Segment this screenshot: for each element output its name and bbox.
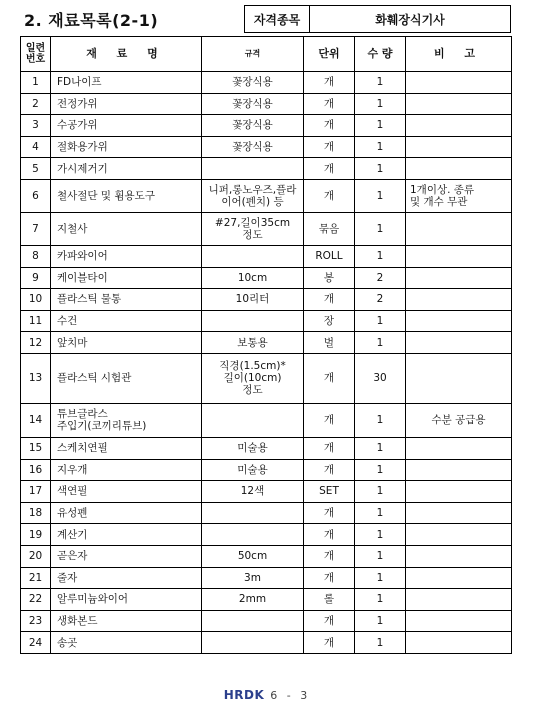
material-qty: 1 <box>355 610 406 632</box>
material-note <box>406 353 512 403</box>
material-note <box>406 72 512 94</box>
material-unit: 개 <box>304 632 355 654</box>
row-no: 23 <box>21 610 51 632</box>
material-note <box>406 610 512 632</box>
row-no: 5 <box>21 158 51 180</box>
material-name: 철사절단 및 휨용도구 <box>51 179 202 212</box>
material-note: 수분 공급용 <box>406 403 512 437</box>
table-row <box>21 72 512 94</box>
material-unit: 개 <box>304 136 355 158</box>
table-row <box>21 524 512 546</box>
material-note <box>406 459 512 481</box>
material-qty: 1 <box>355 567 406 589</box>
material-name: 절화용가위 <box>51 136 202 158</box>
table-row <box>21 332 512 354</box>
material-unit: 벌 <box>304 332 355 354</box>
material-unit: ROLL <box>304 245 355 267</box>
material-unit: 묶음 <box>304 212 355 245</box>
material-name: FD나이프 <box>51 72 202 94</box>
material-qty: 1 <box>355 212 406 245</box>
table-row <box>21 481 512 503</box>
material-unit: 개 <box>304 72 355 94</box>
material-spec <box>202 502 304 524</box>
material-spec: 니퍼,롱노우즈,플라 이어(펜치) 등 <box>202 179 304 212</box>
material-name: 계산기 <box>51 524 202 546</box>
material-note <box>406 289 512 311</box>
material-name: 케이블타이 <box>51 267 202 289</box>
material-qty: 1 <box>355 632 406 654</box>
material-note <box>406 245 512 267</box>
material-note <box>406 158 512 180</box>
material-qty: 2 <box>355 267 406 289</box>
material-qty: 2 <box>355 289 406 311</box>
material-spec <box>202 310 304 332</box>
material-name: 지철사 <box>51 212 202 245</box>
table-row <box>21 158 512 180</box>
row-no: 13 <box>21 353 51 403</box>
header-no-label: 일련 번호 <box>25 43 46 65</box>
row-no: 14 <box>21 403 51 437</box>
table-header-row <box>21 37 512 72</box>
material-qty: 1 <box>355 502 406 524</box>
material-name: 지우개 <box>51 459 202 481</box>
material-spec: 꽃장식용 <box>202 72 304 94</box>
material-spec <box>202 403 304 437</box>
material-qty: 1 <box>355 332 406 354</box>
row-no: 4 <box>21 136 51 158</box>
cert-value: 화훼장식기사 <box>375 12 445 27</box>
material-note <box>406 332 512 354</box>
table-row <box>21 115 512 137</box>
material-qty: 1 <box>355 245 406 267</box>
material-note <box>406 437 512 459</box>
materials-table <box>20 36 512 654</box>
material-spec: 보통용 <box>202 332 304 354</box>
material-spec: 꽃장식용 <box>202 136 304 158</box>
material-qty: 1 <box>355 589 406 611</box>
material-qty: 1 <box>355 93 406 115</box>
header-name: 재 료 명 <box>51 37 202 72</box>
material-note <box>406 267 512 289</box>
material-name: 플라스틱 시험관 <box>51 353 202 403</box>
material-qty: 1 <box>355 310 406 332</box>
material-name: 스케치연필 <box>51 437 202 459</box>
material-note <box>406 524 512 546</box>
row-no: 24 <box>21 632 51 654</box>
header-no <box>21 37 51 72</box>
table-row <box>21 502 512 524</box>
row-no: 10 <box>21 289 51 311</box>
material-qty: 1 <box>355 179 406 212</box>
material-name: 플라스틱 물통 <box>51 289 202 311</box>
table-row <box>21 136 512 158</box>
header-qty: 수 량 <box>355 37 406 72</box>
table-row <box>21 545 512 567</box>
material-unit: 개 <box>304 179 355 212</box>
material-qty: 1 <box>355 545 406 567</box>
material-spec: 2mm <box>202 589 304 611</box>
material-spec: 미술용 <box>202 459 304 481</box>
material-spec: 10cm <box>202 267 304 289</box>
table-row <box>21 403 512 437</box>
material-note <box>406 632 512 654</box>
material-spec: #27,길이35cm 정도 <box>202 212 304 245</box>
row-no: 6 <box>21 179 51 212</box>
material-name: 가시제거기 <box>51 158 202 180</box>
table-row <box>21 437 512 459</box>
material-name: 튜브글라스 주입기(코끼리튜브) <box>51 403 202 437</box>
material-note <box>406 310 512 332</box>
row-no: 8 <box>21 245 51 267</box>
page-footer <box>0 688 534 702</box>
row-no: 15 <box>21 437 51 459</box>
material-note <box>406 502 512 524</box>
material-qty: 1 <box>355 481 406 503</box>
material-unit: 롤 <box>304 589 355 611</box>
material-qty: 1 <box>355 459 406 481</box>
material-name: 곧은자 <box>51 545 202 567</box>
row-no: 11 <box>21 310 51 332</box>
material-unit: 개 <box>304 437 355 459</box>
material-spec <box>202 632 304 654</box>
table-row <box>21 267 512 289</box>
material-name: 전정가위 <box>51 93 202 115</box>
table-row <box>21 310 512 332</box>
row-no: 18 <box>21 502 51 524</box>
page-number: 6 - 3 <box>270 688 311 702</box>
material-qty: 1 <box>355 524 406 546</box>
material-note <box>406 589 512 611</box>
material-unit: 개 <box>304 403 355 437</box>
material-spec: 미술용 <box>202 437 304 459</box>
material-name: 생화본드 <box>51 610 202 632</box>
material-qty: 1 <box>355 158 406 180</box>
table-row <box>21 93 512 115</box>
material-qty: 1 <box>355 437 406 459</box>
table-row <box>21 289 512 311</box>
material-name: 알루미늄와이어 <box>51 589 202 611</box>
row-no: 16 <box>21 459 51 481</box>
row-no: 19 <box>21 524 51 546</box>
row-no: 20 <box>21 545 51 567</box>
table-row <box>21 245 512 267</box>
row-no: 2 <box>21 93 51 115</box>
material-spec: 꽃장식용 <box>202 93 304 115</box>
material-name: 송곳 <box>51 632 202 654</box>
header-unit: 단위 <box>304 37 355 72</box>
material-note <box>406 567 512 589</box>
material-unit: 개 <box>304 610 355 632</box>
material-name: 색연필 <box>51 481 202 503</box>
material-spec: 10리터 <box>202 289 304 311</box>
table-row <box>21 179 512 212</box>
material-spec <box>202 610 304 632</box>
material-name: 수건 <box>51 310 202 332</box>
material-qty: 30 <box>355 353 406 403</box>
material-qty: 1 <box>355 115 406 137</box>
material-spec: 50cm <box>202 545 304 567</box>
material-name: 앞치마 <box>51 332 202 354</box>
row-no: 7 <box>21 212 51 245</box>
material-note <box>406 136 512 158</box>
material-unit: 개 <box>304 545 355 567</box>
material-name: 유성펜 <box>51 502 202 524</box>
row-no: 17 <box>21 481 51 503</box>
material-name: 수공가위 <box>51 115 202 137</box>
table-row <box>21 567 512 589</box>
material-unit: 개 <box>304 459 355 481</box>
table-row <box>21 632 512 654</box>
row-no: 1 <box>21 72 51 94</box>
row-no: 12 <box>21 332 51 354</box>
cert-header-box <box>244 5 511 33</box>
material-name: 카파와이어 <box>51 245 202 267</box>
material-note: 1개이상. 종류 및 개수 무관 <box>406 179 512 212</box>
material-spec <box>202 158 304 180</box>
row-no: 22 <box>21 589 51 611</box>
material-unit: SET <box>304 481 355 503</box>
material-unit: 개 <box>304 158 355 180</box>
material-unit: 봉 <box>304 267 355 289</box>
material-spec: 3m <box>202 567 304 589</box>
material-qty: 1 <box>355 403 406 437</box>
table-row <box>21 212 512 245</box>
header-spec: 규격 <box>202 37 304 72</box>
material-note <box>406 115 512 137</box>
material-name: 줄자 <box>51 567 202 589</box>
material-unit: 개 <box>304 567 355 589</box>
table-row <box>21 610 512 632</box>
row-no: 3 <box>21 115 51 137</box>
material-note <box>406 93 512 115</box>
cert-label: 자격종목 <box>245 6 310 32</box>
material-unit: 개 <box>304 115 355 137</box>
material-unit: 개 <box>304 524 355 546</box>
material-spec <box>202 524 304 546</box>
material-unit: 개 <box>304 353 355 403</box>
material-spec: 직경(1.5cm)* 길이(10cm) 정도 <box>202 353 304 403</box>
material-spec <box>202 245 304 267</box>
material-note <box>406 212 512 245</box>
material-spec: 꽃장식용 <box>202 115 304 137</box>
material-qty: 1 <box>355 136 406 158</box>
row-no: 21 <box>21 567 51 589</box>
table-row <box>21 459 512 481</box>
page-title: 2. 재료목록(2-1) <box>24 11 159 30</box>
material-unit: 개 <box>304 93 355 115</box>
material-note <box>406 481 512 503</box>
table-row <box>21 589 512 611</box>
row-no: 9 <box>21 267 51 289</box>
material-unit: 개 <box>304 502 355 524</box>
material-spec: 12색 <box>202 481 304 503</box>
material-unit: 장 <box>304 310 355 332</box>
header-note: 비 고 <box>406 37 512 72</box>
material-note <box>406 545 512 567</box>
material-qty: 1 <box>355 72 406 94</box>
hrdk-logo: HRDK <box>223 688 265 702</box>
table-row <box>21 353 512 403</box>
material-unit: 개 <box>304 289 355 311</box>
